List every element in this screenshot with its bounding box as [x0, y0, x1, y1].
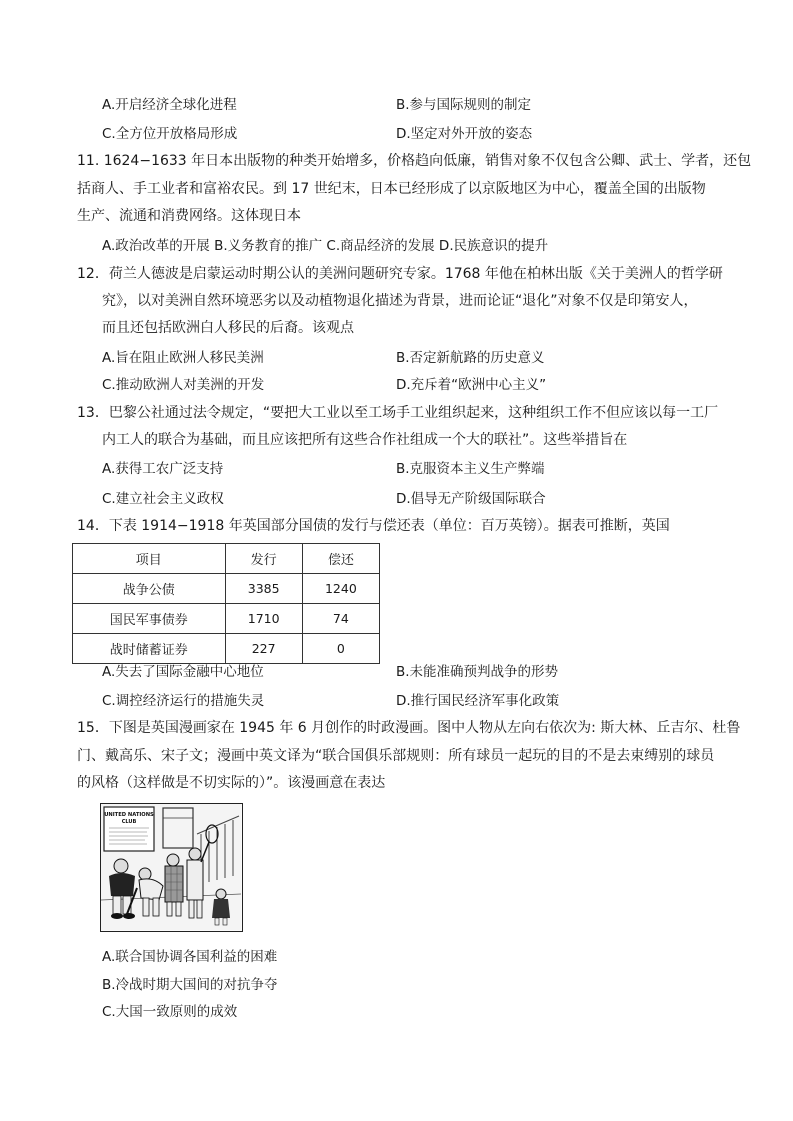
- q14-option-b: B.未能准确预判战争的形势: [396, 664, 559, 680]
- q13-stem-line2: 内工人的联合为基础，而且应该把所有这些合作社组成一个大的联社”。这些举措旨在: [102, 432, 628, 448]
- q13-stem-line1: 13．巴黎公社通过法令规定，“要把大工业以至工场手工业组织起来，这种组织工作不但应该以每一工厂: [77, 405, 719, 421]
- q12-stem-line3: 而且还包括欧洲白人移民的后裔。该观点: [102, 320, 354, 336]
- q15-option-c: C.大国一致原则的成效: [102, 1004, 238, 1020]
- q13-option-a: A.获得工农广泛支持: [102, 461, 224, 477]
- q11-stem-line3: 生产、流通和消费网络。这体现日本: [77, 208, 301, 224]
- q12-stem-line1: 12．荷兰人德波是启蒙运动时期公认的美洲问题研究专家。1768 年他在柏林出版《关于美洲人的哲学研: [77, 266, 723, 282]
- table-row: [73, 574, 380, 604]
- q10-option-d: D.坚定对外开放的姿态: [396, 126, 533, 142]
- q13-option-b: B.克服资本主义生产弊端: [396, 461, 545, 477]
- q12-option-c: C.推动欧洲人对美洲的开发: [102, 377, 265, 393]
- table-cell: 3385: [225, 574, 302, 604]
- q13-option-c: C.建立社会主义政权: [102, 491, 224, 507]
- q12-stem-line2: 究》，以对美洲自然环境恶劣以及动植物退化描述为背景，进而论证“退化”对象不仅是印第安人，: [102, 293, 698, 309]
- q15-stem-line3: 的风格（这样做是不切实际的）”。该漫画意在表达: [77, 775, 386, 791]
- q15-stem-line2: 门、戴高乐、宋子文；漫画中英文译为“联合国俱乐部规则：所有球员一起玩的目的不是去束缚别的球员: [77, 748, 715, 764]
- table-cell: 国民军事债券: [73, 604, 226, 634]
- cartoon-sign-sub: CLUB: [121, 819, 137, 825]
- table-header-issued: 发行: [225, 544, 302, 574]
- q10-option-c: C.全方位开放格局形成: [102, 126, 238, 142]
- cartoon-sign-title: UNITED NATIONS: [104, 812, 154, 818]
- q14-option-c: C.调控经济运行的措施失灵: [102, 693, 265, 709]
- table-cell: 战争公债: [73, 574, 226, 604]
- table-cell: 227: [225, 634, 302, 664]
- political-cartoon: [100, 803, 243, 932]
- q14-stem: 14．下表 1914−1918 年英国部分国债的发行与偿还表（单位：百万英镑）。据表可推断，英国: [77, 518, 670, 534]
- q11-stem-line1: 11. 1624−1633 年日本出版物的种类开始增多，价格趋向低廉，销售对象不仅包含公卿、武士、学者，还包: [77, 153, 752, 169]
- q13-option-d: D.倡导无产阶级国际联合: [396, 491, 546, 507]
- table-cell: 0: [302, 634, 379, 664]
- table-header-item: 项目: [73, 544, 226, 574]
- q14-option-a: A.失去了国际金融中心地位: [102, 664, 264, 680]
- q12-option-a: A.旨在阻止欧洲人移民美洲: [102, 350, 264, 366]
- q10-option-b: B.参与国际规则的制定: [396, 97, 532, 113]
- cartoon-drawing: [101, 804, 241, 930]
- q10-option-a: A.开启经济全球化进程: [102, 97, 237, 113]
- table-cell: 1710: [225, 604, 302, 634]
- q14-option-d: D.推行国民经济军事化政策: [396, 693, 560, 709]
- q12-option-b: B.否定新航路的历史意义: [396, 350, 545, 366]
- q15-stem-line1: 15．下图是英国漫画家在 1945 年 6 月创作的时政漫画。图中人物从左向右依次为: 斯大林、丘吉尔、杜鲁: [77, 720, 741, 736]
- table-cell: 战时储蓄证券: [73, 634, 226, 664]
- table-header-repaid: 偿还: [302, 544, 379, 574]
- table-header-row: [73, 544, 380, 574]
- table-row: [73, 604, 380, 634]
- q12-option-d: D.充斥着“欧洲中心主义”: [396, 377, 547, 393]
- table-row: [73, 634, 380, 664]
- table-cell: 1240: [302, 574, 379, 604]
- q11-stem-line2: 括商人、手工业者和富裕农民。到 17 世纪末，日本已经形成了以京阪地区为中心，覆盖全国的出版物: [77, 181, 706, 197]
- table-cell: 74: [302, 604, 379, 634]
- q15-option-a: A.联合国协调各国利益的困难: [102, 949, 278, 965]
- q15-option-b: B.冷战时期大国间的对抗争夺: [102, 977, 278, 993]
- q11-options: A.政治改革的开展 B.义务教育的推广 C.商品经济的发展 D.民族意识的提升: [102, 238, 549, 254]
- bond-table: [72, 543, 380, 664]
